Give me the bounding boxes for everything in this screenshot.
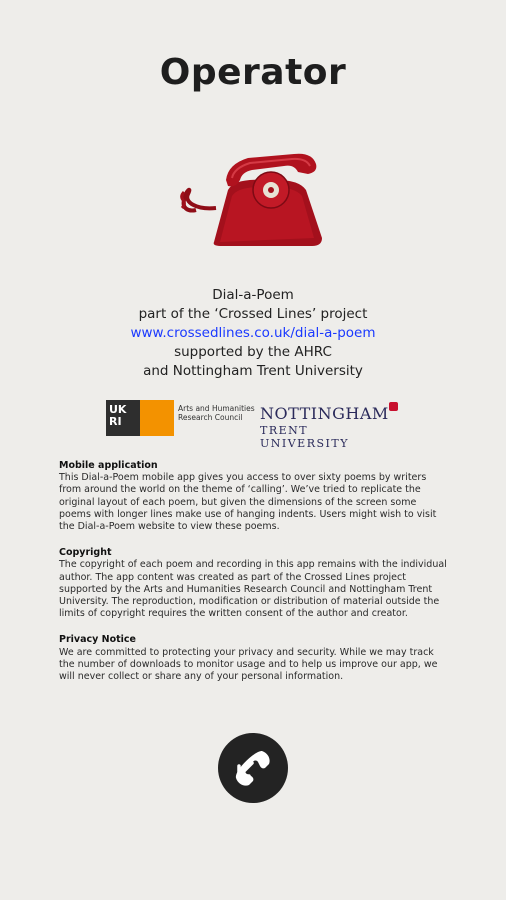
ukri-mark: UK RI [106, 400, 140, 436]
mobile-application-text: This Dial-a-Poem mobile app gives you access to over sixty poems by writers from around the world on the theme of ‘calling’. We’ve tried to replicate the original layout of each poem, but given the dimensions of the screen some poems with longer lines make use of hanging indents. Users might wish to visit the Dial-a-Poem website to view these poems. [59, 472, 437, 533]
privacy-notice-heading: Privacy Notice [59, 634, 136, 646]
credits-line-project: part of the ‘Crossed Lines’ project [138, 306, 368, 322]
ahrc-logo-text: Arts and Humanities Research Council [178, 404, 255, 422]
project-website-link[interactable]: www.crossedlines.co.uk/dial-a-poem [130, 325, 376, 341]
credits-line-app-name: Dial-a-Poem [212, 287, 294, 303]
credits-line-university: and Nottingham Trent University [143, 363, 363, 379]
credits-line-supporter: supported by the AHRC [174, 344, 332, 360]
ukri-orange-block [140, 400, 174, 436]
red-rotary-telephone-image [176, 150, 332, 250]
copyright-heading: Copyright [59, 547, 112, 559]
ukri-ahrc-logo [106, 400, 255, 438]
privacy-notice-text: We are committed to protecting your privacy and security. While we may track the number of downloads to monitor usage and to help us improve our app, we will never collect or share any of your personal information. [59, 646, 438, 683]
ntu-crest-icon [389, 402, 398, 411]
ntu-logo [260, 404, 400, 450]
ntu-logo-line1: NOTTINGHAM [260, 404, 389, 423]
copyright-text: The copyright of each poem and recording in this app remains with the individual author. The app content was created as part of the Crossed Lines project supported by the Arts and Humanities Research Council and Nottingham Trent University. The reproduction, modification or distribution of material outside the limits of copyright requires the written consent of the author and creator. [59, 559, 447, 620]
mobile-application-heading: Mobile application [59, 460, 158, 471]
ntu-logo-line2: TRENT UNIVERSITY [260, 424, 349, 450]
project-credits [0, 286, 506, 381]
incoming-call-icon [218, 733, 288, 803]
page-title: Operator [159, 52, 347, 93]
call-button[interactable] [218, 733, 288, 803]
info-sections [59, 460, 451, 697]
